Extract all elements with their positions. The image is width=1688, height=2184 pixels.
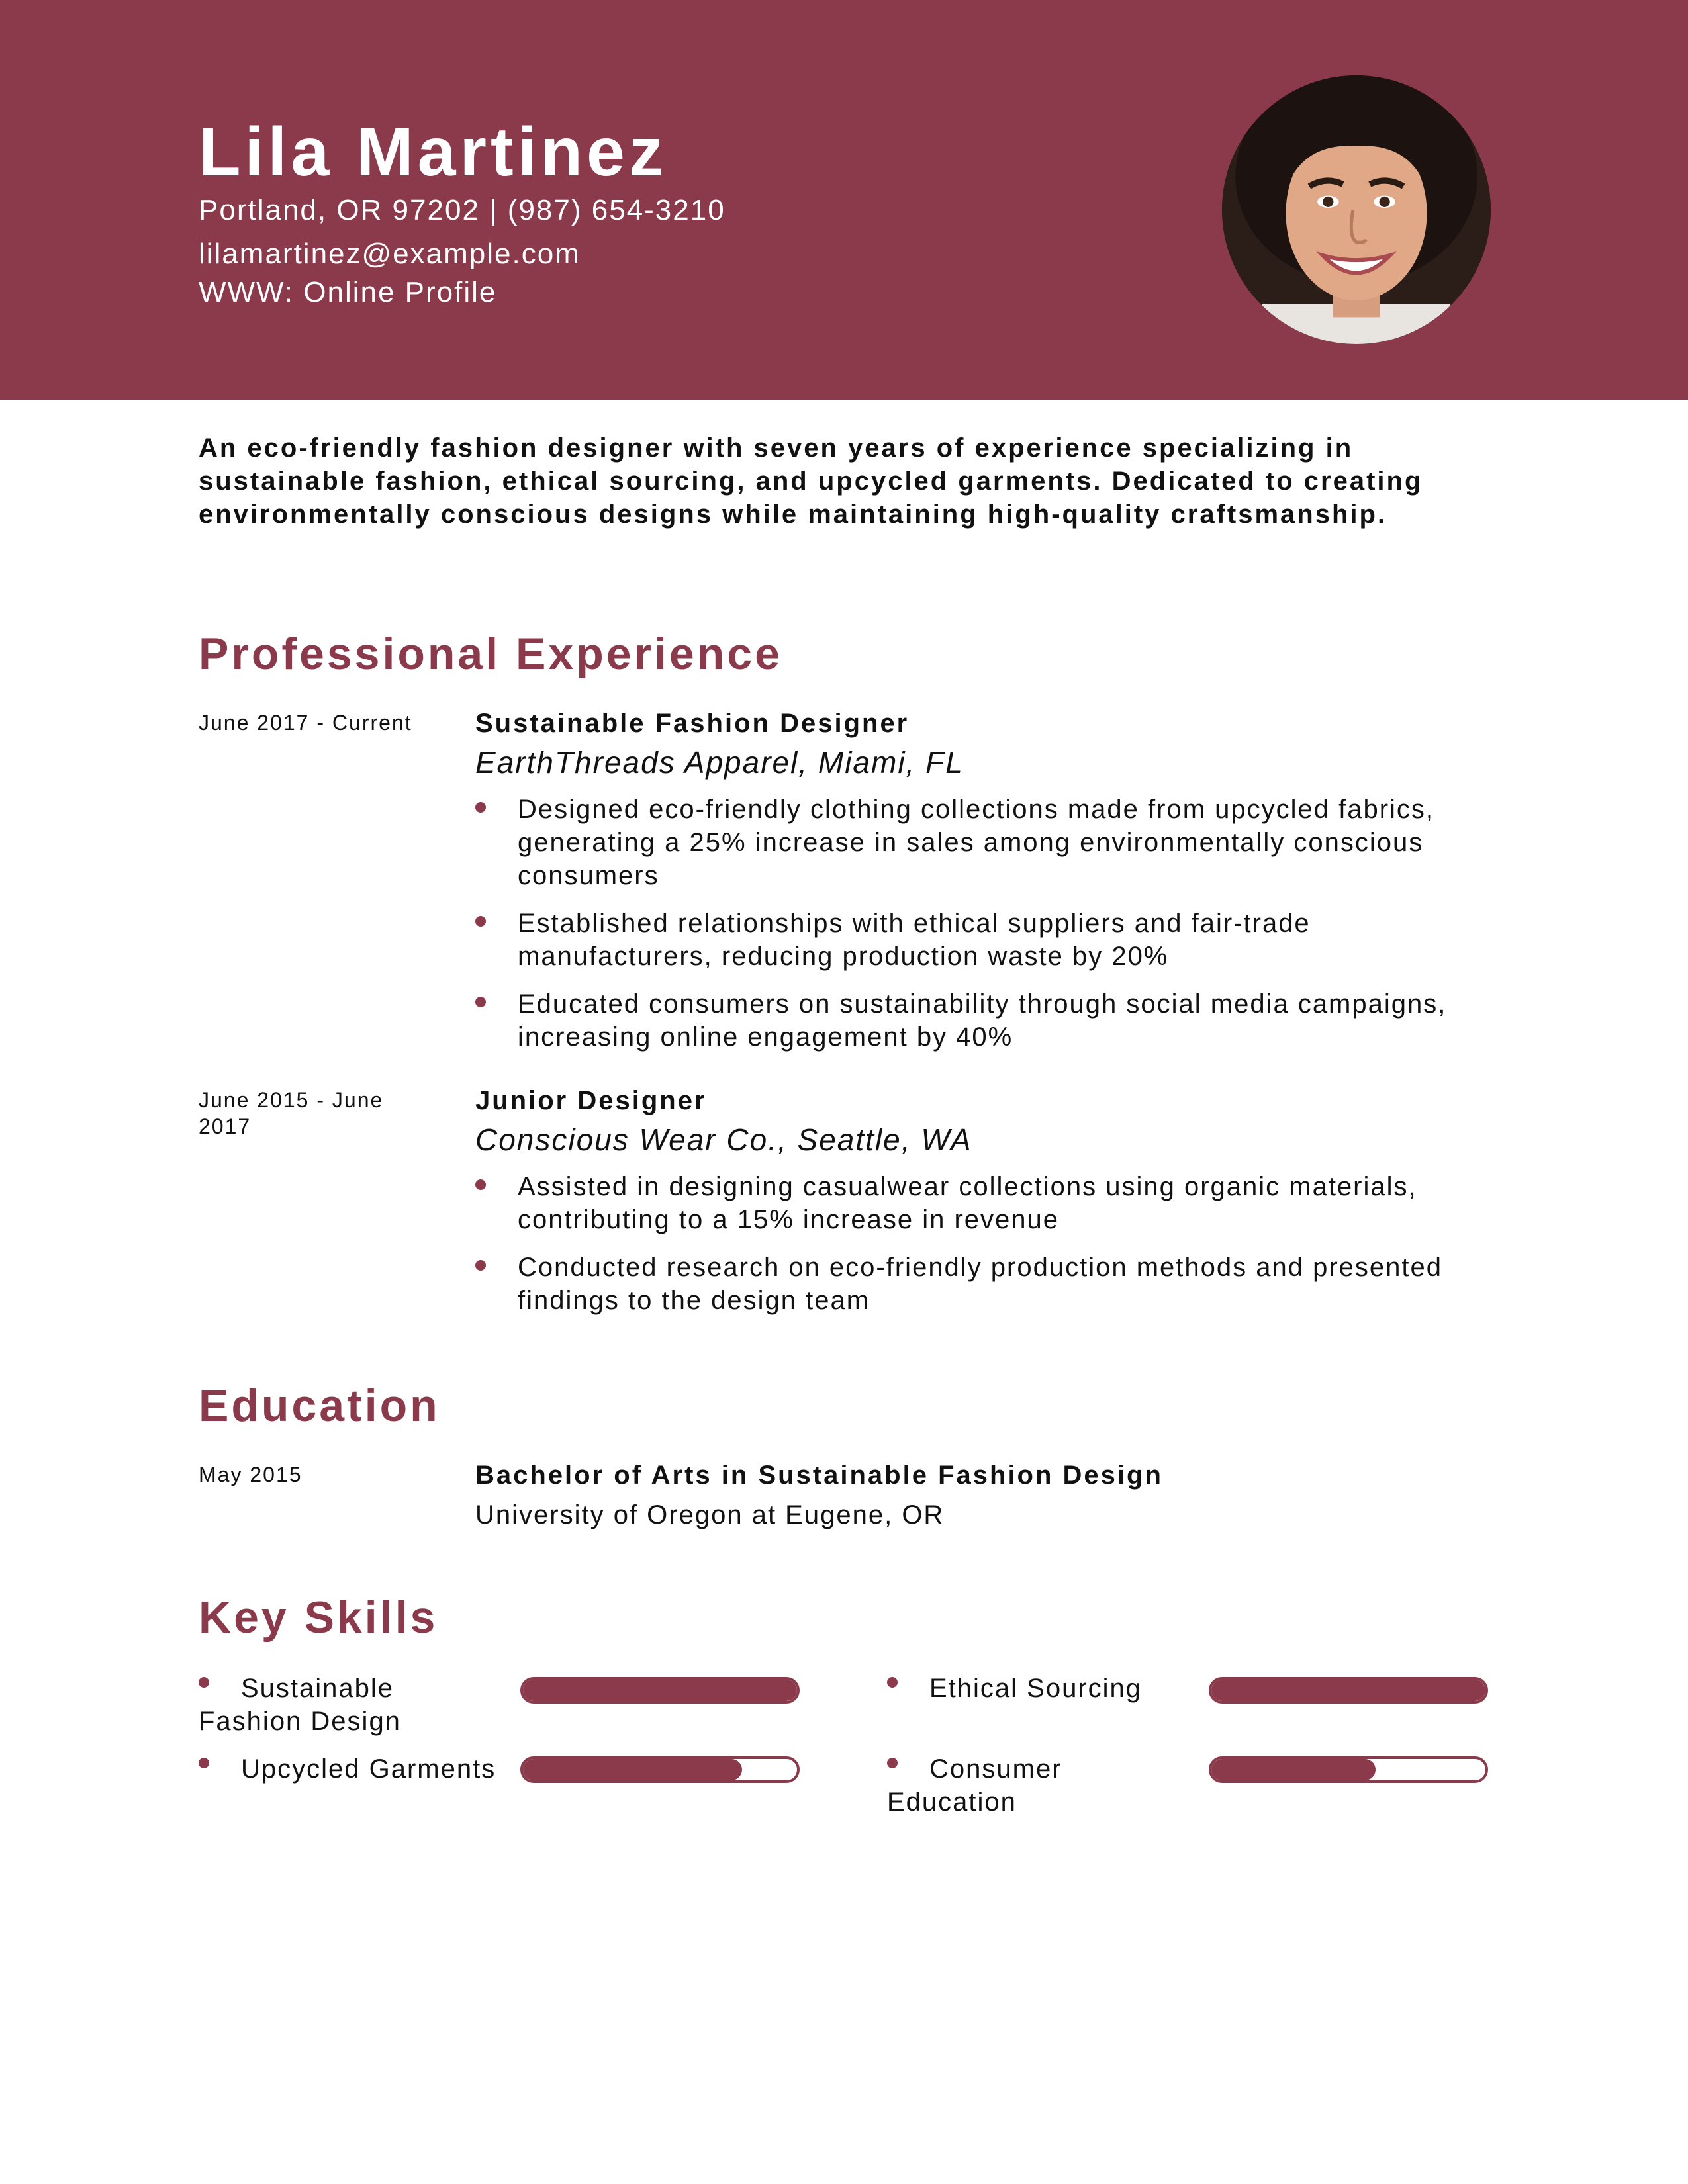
bullet-icon — [475, 1179, 486, 1190]
bullet-icon — [475, 1260, 486, 1271]
job-1-title: Sustainable Fashion Designer — [475, 709, 910, 738]
bullet-icon — [199, 1758, 209, 1768]
skill-bar — [520, 1677, 800, 1704]
bullet-icon — [887, 1758, 898, 1768]
skill-label: Upcycled Garments — [241, 1754, 496, 1784]
bullet-text: Assisted in designing casualwear collections using organic materials, contributing to a 15% increase in revenue — [518, 1172, 1417, 1234]
skill-item — [199, 1752, 503, 1786]
education-degree: Bachelor of Arts in Sustainable Fashion Design — [475, 1461, 1163, 1490]
job-2-dates: June 2015 - June 2017 — [199, 1088, 384, 1138]
job-1-bullet-list — [475, 793, 1508, 1068]
location-phone: Portland, OR 97202 | (987) 654-3210 — [199, 194, 726, 226]
bullet-icon — [475, 916, 486, 927]
bullet-icon — [199, 1677, 209, 1688]
skill-bar — [1209, 1677, 1488, 1704]
skill-bar-fill — [523, 1759, 742, 1780]
summary-paragraph: An eco-friendly fashion designer with seven years of experience specializing in sustainable fashion, ethical sourcing, and upcycled garments. Dedicated to creating environmentally conscious designs while maintaining high-quality craftsmanship. — [199, 433, 1423, 529]
bullet-text: Educated consumers on sustainability through social media campaigns, increasing online engagement by 40% — [518, 989, 1447, 1052]
skill-bar — [1209, 1756, 1488, 1783]
profile-photo-image — [1222, 75, 1491, 344]
job-2-company: Conscious Wear Co., Seattle, WA — [475, 1122, 972, 1157]
skill-label: Sustainable Fashion Design — [199, 1674, 401, 1736]
bullet-icon — [475, 997, 486, 1007]
skill-item — [887, 1752, 1192, 1819]
list-item — [475, 793, 1508, 892]
skill-label: Consumer Education — [887, 1754, 1062, 1817]
job-2-title: Junior Designer — [475, 1086, 707, 1115]
email-link[interactable]: lilamartinez@example.com — [199, 238, 581, 270]
list-item — [475, 1251, 1508, 1317]
candidate-name: Lila Martinez — [199, 114, 667, 191]
skill-bar-fill — [1211, 1680, 1485, 1701]
education-heading: Education — [199, 1381, 440, 1431]
education-school: University of Oregon at Eugene, OR — [475, 1500, 945, 1529]
job-1-company: EarthThreads Apparel, Miami, FL — [475, 745, 964, 780]
bullet-icon — [475, 802, 486, 813]
list-item — [475, 907, 1508, 973]
bullet-icon — [887, 1677, 898, 1688]
profile-photo — [1222, 75, 1491, 344]
education-date: May 2015 — [199, 1463, 303, 1486]
job-2-bullet-list — [475, 1170, 1508, 1332]
list-item — [475, 987, 1508, 1054]
bullet-text: Designed eco-friendly clothing collections made from upcycled fabrics, generating a 25% increase in sales among environmentally conscious consumers — [518, 795, 1435, 890]
list-item — [475, 1170, 1508, 1236]
experience-heading: Professional Experience — [199, 629, 782, 679]
website-link[interactable]: WWW: Online Profile — [199, 276, 497, 308]
skill-bar-fill — [523, 1680, 797, 1701]
skill-item — [199, 1672, 503, 1738]
skill-bar — [520, 1756, 800, 1783]
skills-heading: Key Skills — [199, 1592, 438, 1643]
skill-bar-fill — [1211, 1759, 1376, 1780]
skill-item — [887, 1672, 1192, 1705]
bullet-text: Conducted research on eco-friendly production methods and presented findings to the design team — [518, 1253, 1443, 1315]
job-1-dates: June 2017 - Current — [199, 711, 412, 735]
bullet-text: Established relationships with ethical suppliers and fair-trade manufacturers, reducing production waste by 20% — [518, 909, 1311, 971]
skill-label: Ethical Sourcing — [929, 1674, 1143, 1703]
